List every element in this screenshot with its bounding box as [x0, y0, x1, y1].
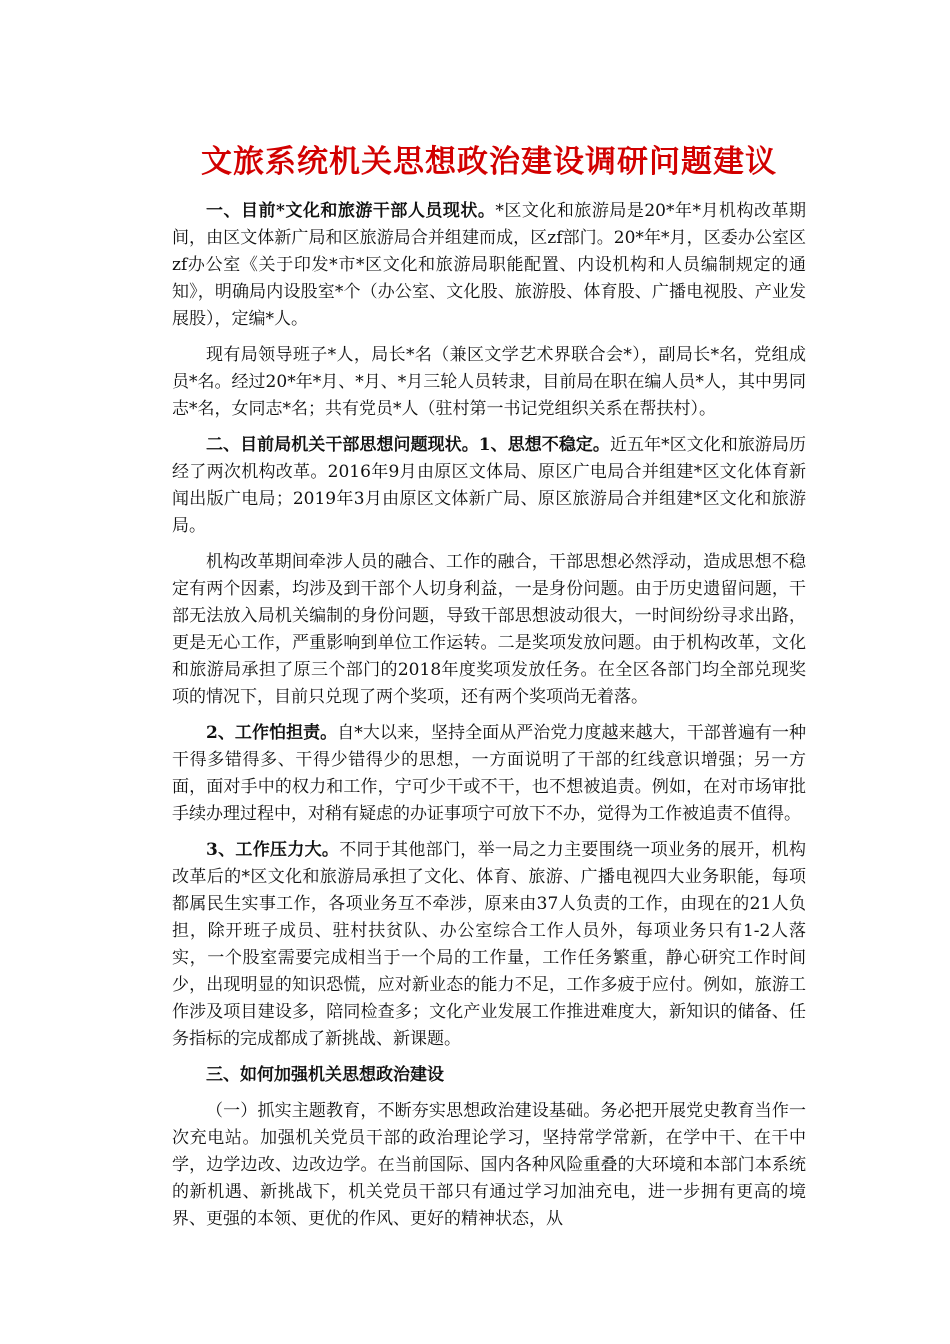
paragraph-text: 不同于其他部门，举一局之力主要围绕一项业务的展开，机构改革后的*区文化和旅游局承担了文化、体育、旅游、广播电视四大业务职能，每项都属民生实事工作，各项业务互不牵涉，原来由37人负责的工作，由现在的21人负担，除开班子成员、驻村扶贫队、办公室综合工作人员外，每项业务只有1-2人落实，一个股室需要完成相当于一个局的工作量，工作任务繁重，静心研究工作时间少，出现明显的知识恐慌，应对新业态的能力不足，工作多疲于应付。例如，旅游工作涉及项目建设多，陪同检查多；文化产业发展工作推进难度大，新知识的储备、任务指标的完成都成了新挑战、新课题。 — [172, 840, 806, 1049]
paragraph-7 — [172, 1098, 806, 1233]
paragraph-text: 机构改革期间牵涉人员的融合、工作的融合，干部思想必然浮动，造成思想不稳定有两个因素，均涉及到干部个人切身利益，一是身份问题。由于历史遗留问题，干部无法放入局机关编制的身份问题，导致干部思想波动很大，一时间纷纷寻求出路，更是无心工作，严重影响到单位工作运转。二是奖项发放问题。由于机构改革，文化和旅游局承担了原三个部门的2018年度奖项发放任务。在全区各部门均全部兑现奖项的情况下，目前只兑现了两个奖项，还有两个奖项尚无着落。 — [172, 552, 806, 707]
section-heading-3 — [172, 1062, 806, 1089]
document-title: 文旅系统机关思想政治建设调研问题建议 — [201, 144, 777, 180]
paragraph-4 — [172, 549, 806, 711]
paragraph-5 — [172, 720, 806, 828]
paragraph-text: *区文化和旅游局是20*年*月机构改革期间，由区文体新广局和区旅游局合并组建而成，区zf部门。20*年*月，区委办公室区zf办公室《关于印发*市*区文化和旅游局职能配置、内设机构和人员编制规定的通知》，明确局内设股室*个（办公室、文化股、旅游股、体育股、广播电视股、产业发展股），定编*人。 — [172, 201, 806, 329]
paragraph-2 — [172, 342, 806, 423]
paragraph-text: 自*大以来，坚持全面从严治党力度越来越大，干部普遍有一种干得多错得多、干得少错得少的思想，一方面说明了干部的红线意识增强；另一方面，面对手中的权力和工作，宁可少干或不干，也不想被追责。例如，在对市场审批手续办理过程中，对稍有疑虑的办证事项宁可放下不办，觉得为工作被追责不值得。 — [172, 723, 806, 824]
paragraph-lead: 一、目前*文化和旅游干部人员现状。 — [206, 201, 496, 221]
section-heading-text: 三、如何加强机关思想政治建设 — [206, 1065, 444, 1085]
paragraph-lead: 3、工作压力大。 — [206, 840, 340, 860]
paragraph-lead: 二、目前局机关干部思想问题现状。1、思想不稳定。 — [206, 435, 610, 455]
paragraph-1 — [172, 198, 806, 333]
paragraph-text: 近五年*区文化和旅游局历经了两次机构改革。2016年9月由原区文体局、原区广电局合并组建*区文化体育新闻出版广电局；2019年3月由原区文体新广局、原区旅游局合并组建*区文化和旅游局。 — [172, 435, 807, 536]
document-page — [172, 140, 806, 1242]
paragraph-3 — [172, 432, 806, 540]
paragraph-text: 现有局领导班子*人，局长*名（兼区文学艺术界联合会*），副局长*名，党组成员*名。经过20*年*月、*月、*月三轮人员转隶，目前局在职在编人员*人，其中男同志*名，女同志*名；共有党员*人（驻村第一书记党组织关系在帮扶村）。 — [172, 345, 806, 419]
paragraph-6 — [172, 837, 806, 1053]
paragraph-text: （一）抓实主题教育，不断夯实思想政治建设基础。务必把开展党史教育当作一次充电站。加强机关党员干部的政治理论学习，坚持常学常新，在学中干、在干中学，边学边改、边改边学。在当前国际、国内各种风险重叠的大环境和本部门本系统的新机遇、新挑战下，机关党员干部只有通过学习加油充电，进一步拥有更高的境界、更强的本领、更优的作风、更好的精神状态，从 — [172, 1101, 806, 1229]
paragraph-lead: 2、工作怕担责。 — [206, 723, 338, 743]
